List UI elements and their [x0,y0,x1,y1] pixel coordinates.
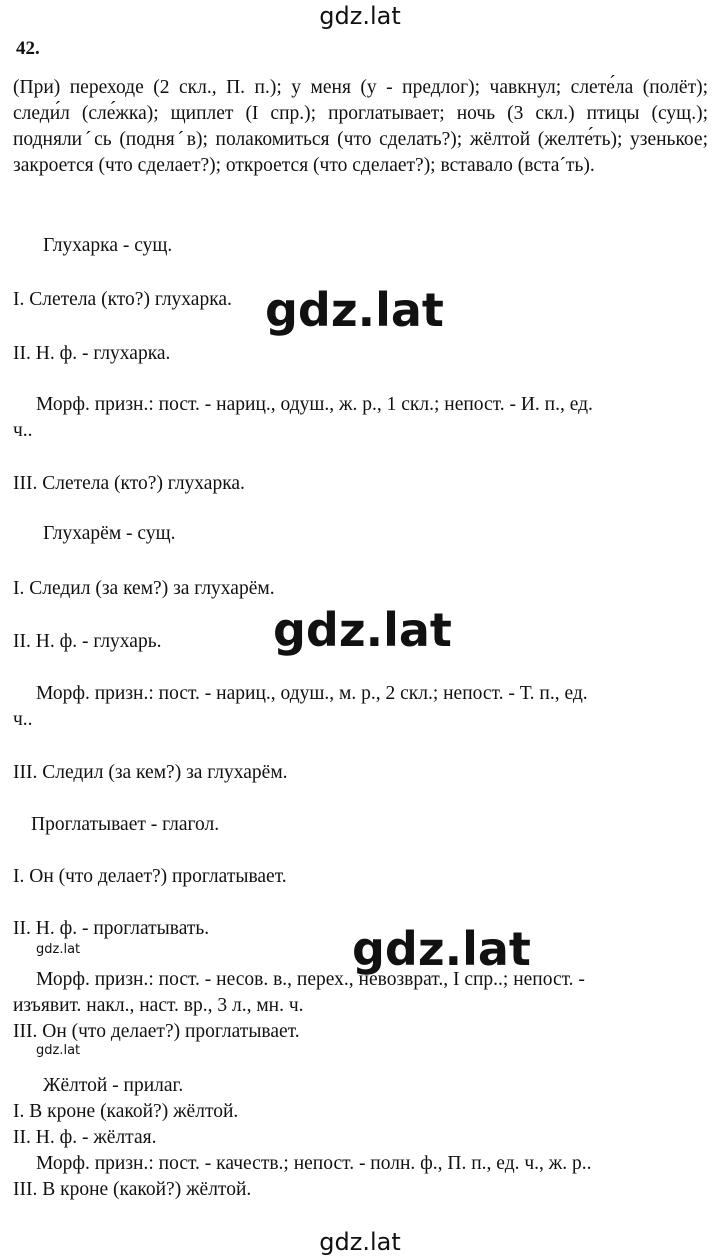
watermark-bottom: gdz.lat [319,1228,401,1256]
section-2-line-3: III. Следил (за кем?) за глухарём. [13,762,288,783]
section-3-line-1: I. Он (что делает?) проглатывает. [13,866,287,887]
section-3-morph-b: изъявит. накл., наст. вр., 3 л., мн. ч. [13,995,304,1016]
section-1-morph-a: Морф. призн.: пост. - нариц., одуш., ж. р., 1 скл.; непост. - И. п., ед. [36,394,593,415]
section-1-heading: Глухарка - сущ. [43,235,173,256]
section-2-morph-a: Морф. призн.: пост. - нариц., одуш., м. р., 2 скл.; непост. - Т. п., ед. [36,683,588,704]
section-2-heading: Глухарём - сущ. [43,523,176,544]
watermark-small-1: gdz.lat [36,942,81,957]
section-1-line-2: II. Н. ф. - глухарка. [13,343,171,364]
section-2-morph-b: ч.. [13,709,33,730]
section-4-morph-a: Морф. призн.: пост. - качеств.; непост. - полн. ф., П. п., ед. ч., ж. р.. [36,1153,592,1174]
section-3-heading: Проглатывает - глагол. [31,814,220,835]
watermark-small-2: gdz.lat [36,1043,81,1058]
section-4-line-2: II. Н. ф. - жёлтая. [13,1127,157,1148]
watermark-large-2: gdz.lat [273,603,452,657]
section-1-line-1: I. Слетела (кто?) глухарка. [13,289,232,310]
section-2-line-1: I. Следил (за кем?) за глухарём. [13,578,275,599]
section-1-morph-b: ч.. [13,420,33,441]
section-3-morph-a: Морф. призн.: пост. - несов. в., перех., невозврат., I спр..; непост. - [36,969,585,990]
exercise-number: 42. [16,38,40,59]
section-3-line-3: III. Он (что делает?) проглатывает. [13,1021,300,1042]
section-4-heading: Жёлтой - прилаг. [43,1075,184,1096]
watermark-large-3: gdz.lat [352,922,531,976]
section-1-line-3: III. Слетела (кто?) глухарка. [13,473,245,494]
watermark-top: gdz.lat [319,2,401,30]
watermark-large-1: gdz.lat [265,283,444,337]
section-3-line-2: II. Н. ф. - проглатывать. [13,918,210,939]
section-4-line-3: III. В кроне (какой?) жёлтой. [13,1179,252,1200]
intro-paragraph: (При) переходе (2 скл., П. п.); у меня (у - предлог); чавкнул; слете́ла (полёт); следи́л (сле́жка); щиплет (I спр.); проглатывает; ночь (3 скл.) птицы (сущ.); поднялиˊсь (подняˊв); полакомиться (что сделать?); жёлтой (желте́ть); узенькое; закроется (что сделает?); откроется (что сделает?); вставало (встаˊть). [13,77,708,176]
section-4-line-1: I. В кроне (какой?) жёлтой. [13,1101,239,1122]
section-2-line-2: II. Н. ф. - глухарь. [13,631,162,652]
